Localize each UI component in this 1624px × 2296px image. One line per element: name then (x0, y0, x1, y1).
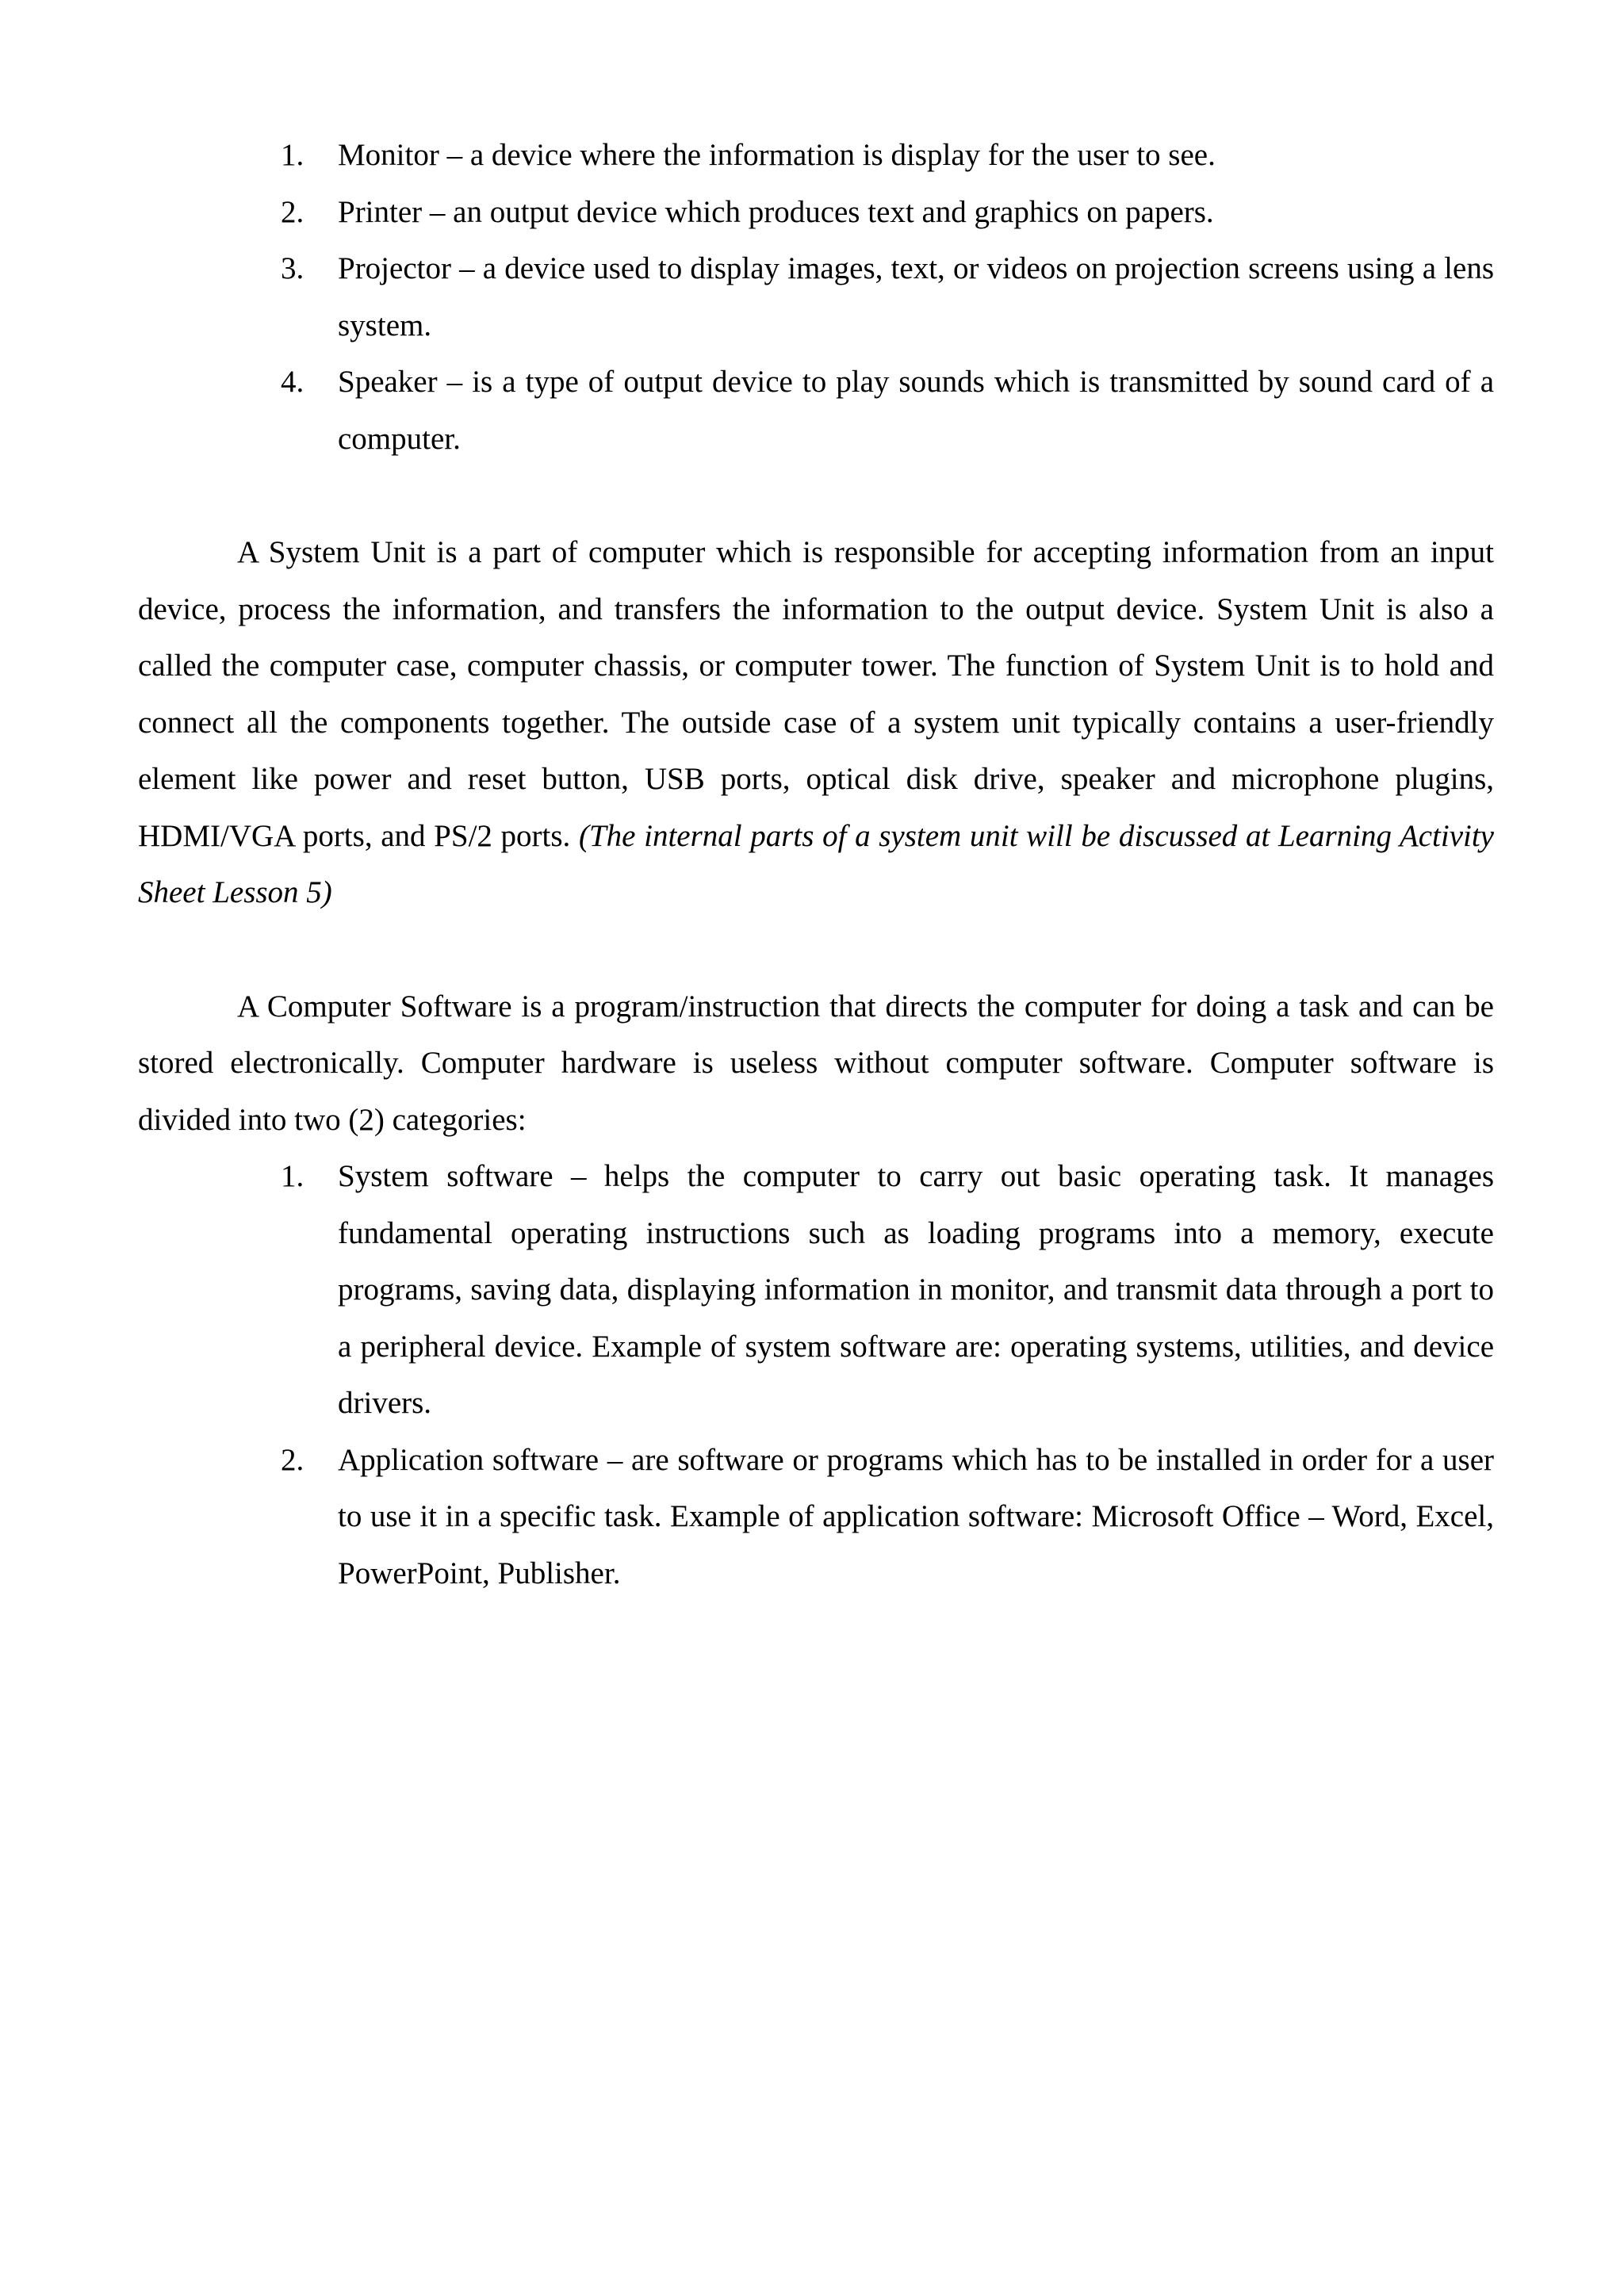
system-unit-note: (The internal parts of a system unit will be discussed at Learning Activity Sheet Lesson 5) (138, 818, 1494, 909)
list-number: 1. (281, 1159, 304, 1193)
list-item (138, 127, 1494, 184)
list-number: 2. (281, 1442, 304, 1477)
list-item (138, 1148, 1494, 1432)
list-item-text: Monitor – a device where the information is display for the user to see. (338, 138, 1216, 172)
output-devices-list (138, 127, 1494, 467)
computer-software-paragraph (138, 978, 1494, 1149)
list-number: 3. (281, 251, 304, 285)
document-page (138, 0, 1494, 1601)
list-number: 4. (281, 365, 304, 399)
list-item (138, 240, 1494, 354)
list-item (138, 354, 1494, 467)
list-item (138, 1432, 1494, 1602)
list-item-text: Speaker – is a type of output device to play sounds which is transmitted by sound card of a computer. (338, 365, 1494, 456)
list-item-text: Printer – an output device which produces text and graphics on papers. (338, 194, 1214, 229)
list-item (138, 184, 1494, 241)
software-categories-list (138, 1148, 1494, 1601)
list-number: 1. (281, 138, 304, 172)
list-item-text: System software – helps the computer to carry out basic operating task. It manages fundamental operating instructions such as loading programs into a memory, execute programs, saving data, displaying information in monitor, and transmit data through a port to a peripheral device. Example of system software are: operating systems, utilities, and device drivers. (338, 1159, 1494, 1420)
list-item-text: Projector – a device used to display images, text, or videos on projection screens using a lens system. (338, 251, 1494, 342)
computer-software-text: A Computer Software is a program/instruction that directs the computer for doing a task and can be stored electronically. Computer hardware is useless without computer software. Computer software is divided into two (2) categories: (138, 989, 1494, 1137)
system-unit-paragraph (138, 524, 1494, 921)
list-item-text: Application software – are software or programs which has to be installed in order for a user to use it in a specific task. Example of application software: Microsoft Office – Word, Excel, PowerPoint, Publisher. (338, 1442, 1494, 1590)
list-number: 2. (281, 194, 304, 229)
system-unit-text: A System Unit is a part of computer which is responsible for accepting information from an input device, process the information, and transfers the information to the output device. System Unit is also a called the computer case, computer chassis, or computer tower. The function of System Unit is to hold and connect all the components together. The outside case of a system unit typically contains a user-friendly element like power and reset button, USB ports, optical disk drive, speaker and microphone plugins, HDMI/VGA ports, and PS/2 ports. (138, 535, 1494, 853)
